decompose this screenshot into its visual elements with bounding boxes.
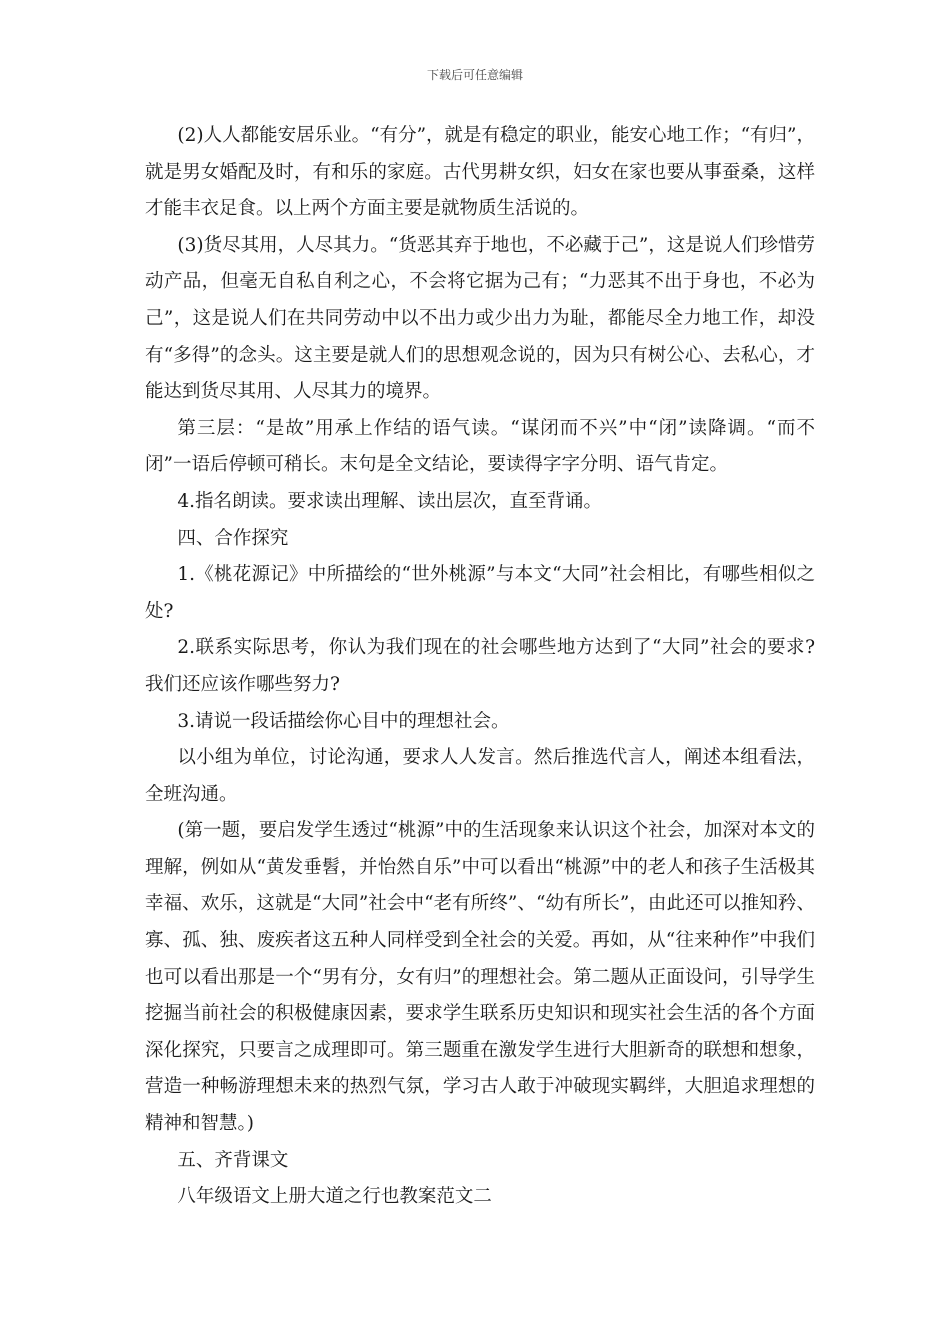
paragraph: (2)人人都能安居乐业。“有分”，就是有稳定的职业，能安心地工作；“有归”，就是男女婚配及时，有和乐的家庭。古代男耕女织，妇女在家也要从事蚕桑，这样才能丰衣足食。以上两个方面主要是就物质生活说的。 xyxy=(145,125,815,220)
paragraph: 1.《桃花源记》中所描绘的“世外桃源”与本文“大同”社会相比，有哪些相似之处? xyxy=(145,564,815,622)
paragraph: 4.指名朗读。要求读出理解、读出层次，直至背诵。 xyxy=(177,490,603,512)
paragraph: (3)货尽其用，人尽其力。“货恶其弃于地也，不必藏于己”，这是说人们珍惜劳动产品，但毫无自私自利之心，不会将它据为己有；“力恶其不出于身也，不必为己”，这是说人们在共同劳动中以不出力或少出力为耻，都能尽全力地工作，却没有“多得”的念头。这主要是就人们的思想观念说的，因为只有树公心、去私心，才能达到货尽其用、人尽其力的境界。 xyxy=(145,234,815,403)
document-body xyxy=(145,118,815,1216)
section-heading: 五、齐背课文 xyxy=(177,1149,289,1171)
paragraph: (第一题，要启发学生透过“桃源”中的生活现象来认识这个社会，加深对本文的理解，例如从“黄发垂髫，并怡然自乐”中可以看出“桃源”中的老人和孩子生活极其幸福、欢乐，这就是“大同”社会中“老有所终”、“幼有所长”，由此还可以推知矜、寡、孤、独、废疾者这五种人同样受到全社会的关爱。再如，从“往来种作”中我们也可以看出那是一个“男有分，女有归”的理想社会。第二题从正面设问，引导学生挖掘当前社会的积极健康因素，要求学生联系历史知识和现实社会生活的各个方面深化探究，只要言之成理即可。第三题重在激发学生进行大胆新奇的联想和想象，营造一种畅游理想未来的热烈气氛，学习古人敢于冲破现实羁绊，大胆追求理想的精神和智慧。) xyxy=(145,820,815,1135)
page-header: 下载后可任意编辑 xyxy=(426,68,523,82)
paragraph: 以小组为单位，讨论沟通，要求人人发言。然后推选代言人，阐述本组看法，全班沟通。 xyxy=(145,747,815,805)
section-heading: 四、合作探究 xyxy=(177,527,289,549)
paragraph: 2.联系实际思考，你认为我们现在的社会哪些地方达到了“大同”社会的要求?我们还应该作哪些努力? xyxy=(145,637,815,695)
paragraph: 3.请说一段话描绘你心目中的理想社会。 xyxy=(177,710,510,732)
paragraph: 八年级语文上册大道之行也教案范文二 xyxy=(177,1186,492,1208)
paragraph: 第三层：“是故”用承上作结的语气读。“谋闭而不兴”中“闭”读降调。“而不闭”一语后停顿可稍长。末句是全文结论，要读得字字分明、语气肯定。 xyxy=(145,417,815,476)
